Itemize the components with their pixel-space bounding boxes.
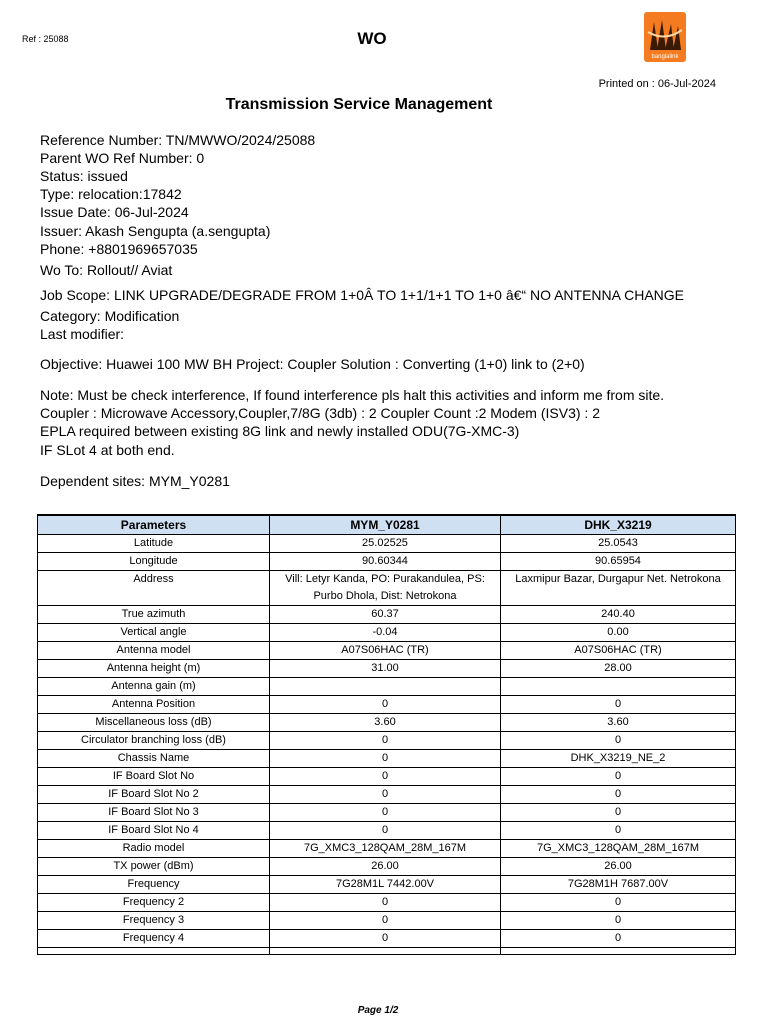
site-b-value: 3.60 (501, 714, 736, 732)
table-row (38, 912, 736, 930)
printed-date: Printed on : 06-Jul-2024 (598, 78, 716, 90)
note-line-3: EPLA required between existing 8G link and newly installed ODU(7G-XMC-3) (40, 423, 520, 439)
row-label: Radio model (38, 840, 270, 858)
site-b-value: 0 (501, 912, 736, 930)
site-b-value: 240.40 (501, 606, 736, 624)
last-modifier: Last modifier: (40, 326, 125, 342)
site-a-value: 0 (270, 930, 501, 948)
table-row (38, 786, 736, 804)
site-b-value: 0 (501, 822, 736, 840)
page-heading: Transmission Service Management (225, 96, 493, 113)
table-row (38, 768, 736, 786)
row-label: Address (38, 571, 270, 606)
row-label: Frequency 2 (38, 894, 270, 912)
page-number: Page 1/2 (357, 1005, 399, 1016)
row-label: TX power (dBm) (38, 858, 270, 876)
site-a-value: 0 (270, 696, 501, 714)
header-site-b: DHK_X3219 (501, 515, 736, 535)
site-b-value (501, 678, 736, 696)
row-label: Longitude (38, 553, 270, 571)
table-row (38, 930, 736, 948)
objective-field: Objective: Huawei 100 MW BH Project: Coupler Solution : Converting (1+0) link to (2+0) (40, 356, 585, 372)
row-label: Frequency (38, 876, 270, 894)
row-label: Miscellaneous loss (dB) (38, 714, 270, 732)
parameters-table (37, 514, 736, 955)
site-b-value: 7G_XMC3_128QAM_28M_167M (501, 840, 736, 858)
site-a-value: 0 (270, 894, 501, 912)
site-a-value: 0 (270, 822, 501, 840)
row-label: True azimuth (38, 606, 270, 624)
table-row (38, 714, 736, 732)
table-row (38, 750, 736, 768)
row-label: Antenna height (m) (38, 660, 270, 678)
reference-id-label: Ref : 25088 (22, 34, 69, 44)
table-row (38, 678, 736, 696)
site-a-value: 31.00 (270, 660, 501, 678)
row-label: IF Board Slot No 4 (38, 822, 270, 840)
table-row (38, 624, 736, 642)
site-b-value: 0 (501, 732, 736, 750)
wo-to-field: Wo To: Rollout// Aviat (40, 262, 173, 278)
row-label: Latitude (38, 535, 270, 553)
table-continuation-row (38, 948, 736, 955)
site-b-value: 90.65954 (501, 553, 736, 571)
table-header-row (38, 515, 736, 535)
site-a-value: 0 (270, 786, 501, 804)
continuation-cell (38, 948, 270, 955)
banglalink-logo (644, 12, 686, 62)
site-a-value: 3.60 (270, 714, 501, 732)
table-row (38, 732, 736, 750)
site-b-value: 0 (501, 768, 736, 786)
parent-wo-ref: Parent WO Ref Number: 0 (40, 150, 205, 166)
note-line-1: Note: Must be check interference, If found interference pls halt this activities and inform me from site. (40, 387, 665, 403)
logo-wordmark: banglalink (651, 54, 679, 60)
table-row (38, 660, 736, 678)
site-b-value: A07S06HAC (TR) (501, 642, 736, 660)
site-b-value: DHK_X3219_NE_2 (501, 750, 736, 768)
row-label: IF Board Slot No 2 (38, 786, 270, 804)
category-field: Category: Modification (40, 308, 180, 324)
site-a-value: Vill: Letyr Kanda, PO: Purakandulea, PS: Purbo Dhola, Dist: Netrokona (270, 571, 501, 606)
table-row (38, 535, 736, 553)
site-a-value: 60.37 (270, 606, 501, 624)
row-label: Frequency 4 (38, 930, 270, 948)
site-b-value: 7G28M1H 7687.00V (501, 876, 736, 894)
site-b-value: 0 (501, 804, 736, 822)
table-row (38, 876, 736, 894)
site-b-value: 0 (501, 894, 736, 912)
note-line-4: IF SLot 4 at both end. (40, 442, 175, 458)
table-row (38, 822, 736, 840)
table-row (38, 642, 736, 660)
site-a-value: 0 (270, 750, 501, 768)
row-label: IF Board Slot No (38, 768, 270, 786)
type-field: Type: relocation:17842 (40, 186, 182, 202)
row-label: Antenna model (38, 642, 270, 660)
continuation-cell (270, 948, 501, 955)
table-row (38, 696, 736, 714)
site-b-value: 0 (501, 930, 736, 948)
site-b-value: 26.00 (501, 858, 736, 876)
table-row (38, 840, 736, 858)
issuer-field: Issuer: Akash Sengupta (a.sengupta) (40, 223, 271, 239)
row-label: Chassis Name (38, 750, 270, 768)
table-row (38, 553, 736, 571)
table-row (38, 804, 736, 822)
site-a-value: -0.04 (270, 624, 501, 642)
row-label: IF Board Slot No 3 (38, 804, 270, 822)
site-a-value: 26.00 (270, 858, 501, 876)
site-a-value (270, 678, 501, 696)
table-row (38, 858, 736, 876)
table-row (38, 894, 736, 912)
site-a-value: 7G28M1L 7442.00V (270, 876, 501, 894)
site-a-value: 0 (270, 732, 501, 750)
site-b-value: 28.00 (501, 660, 736, 678)
header-parameters: Parameters (38, 515, 270, 535)
site-a-value: 7G_XMC3_128QAM_28M_167M (270, 840, 501, 858)
status-field: Status: issued (40, 168, 128, 184)
row-label: Antenna Position (38, 696, 270, 714)
site-b-value: 25.0543 (501, 535, 736, 553)
site-a-value: 0 (270, 804, 501, 822)
site-b-value: 0 (501, 696, 736, 714)
document-title: WO (357, 29, 387, 48)
site-a-value: 0 (270, 912, 501, 930)
table-row (38, 606, 736, 624)
table-row (38, 571, 736, 606)
site-a-value: 0 (270, 768, 501, 786)
continuation-cell (501, 948, 736, 955)
row-label: Frequency 3 (38, 912, 270, 930)
row-label: Vertical angle (38, 624, 270, 642)
header-site-a: MYM_Y0281 (270, 515, 501, 535)
site-a-value: 90.60344 (270, 553, 501, 571)
row-label: Antenna gain (m) (38, 678, 270, 696)
site-a-value: A07S06HAC (TR) (270, 642, 501, 660)
site-b-value: 0.00 (501, 624, 736, 642)
site-b-value: Laxmipur Bazar, Durgapur Net. Netrokona (501, 571, 736, 606)
reference-number: Reference Number: TN/MWWO/2024/25088 (40, 132, 316, 148)
note-line-2: Coupler : Microwave Accessory,Coupler,7/8G (3db) : 2 Coupler Count :2 Modem (ISV3) : 2 (40, 405, 600, 421)
site-a-value: 25.02525 (270, 535, 501, 553)
site-b-value: 0 (501, 786, 736, 804)
row-label: Circulator branching loss (dB) (38, 732, 270, 750)
phone-field: Phone: +8801969657035 (40, 241, 198, 257)
job-scope: Job Scope: LINK UPGRADE/DEGRADE FROM 1+0Â TO 1+1/1+1 TO 1+0 â€“ NO ANTENNA CHANGE (40, 287, 684, 303)
issue-date: Issue Date: 06-Jul-2024 (40, 204, 189, 220)
dependent-sites: Dependent sites: MYM_Y0281 (40, 473, 230, 489)
